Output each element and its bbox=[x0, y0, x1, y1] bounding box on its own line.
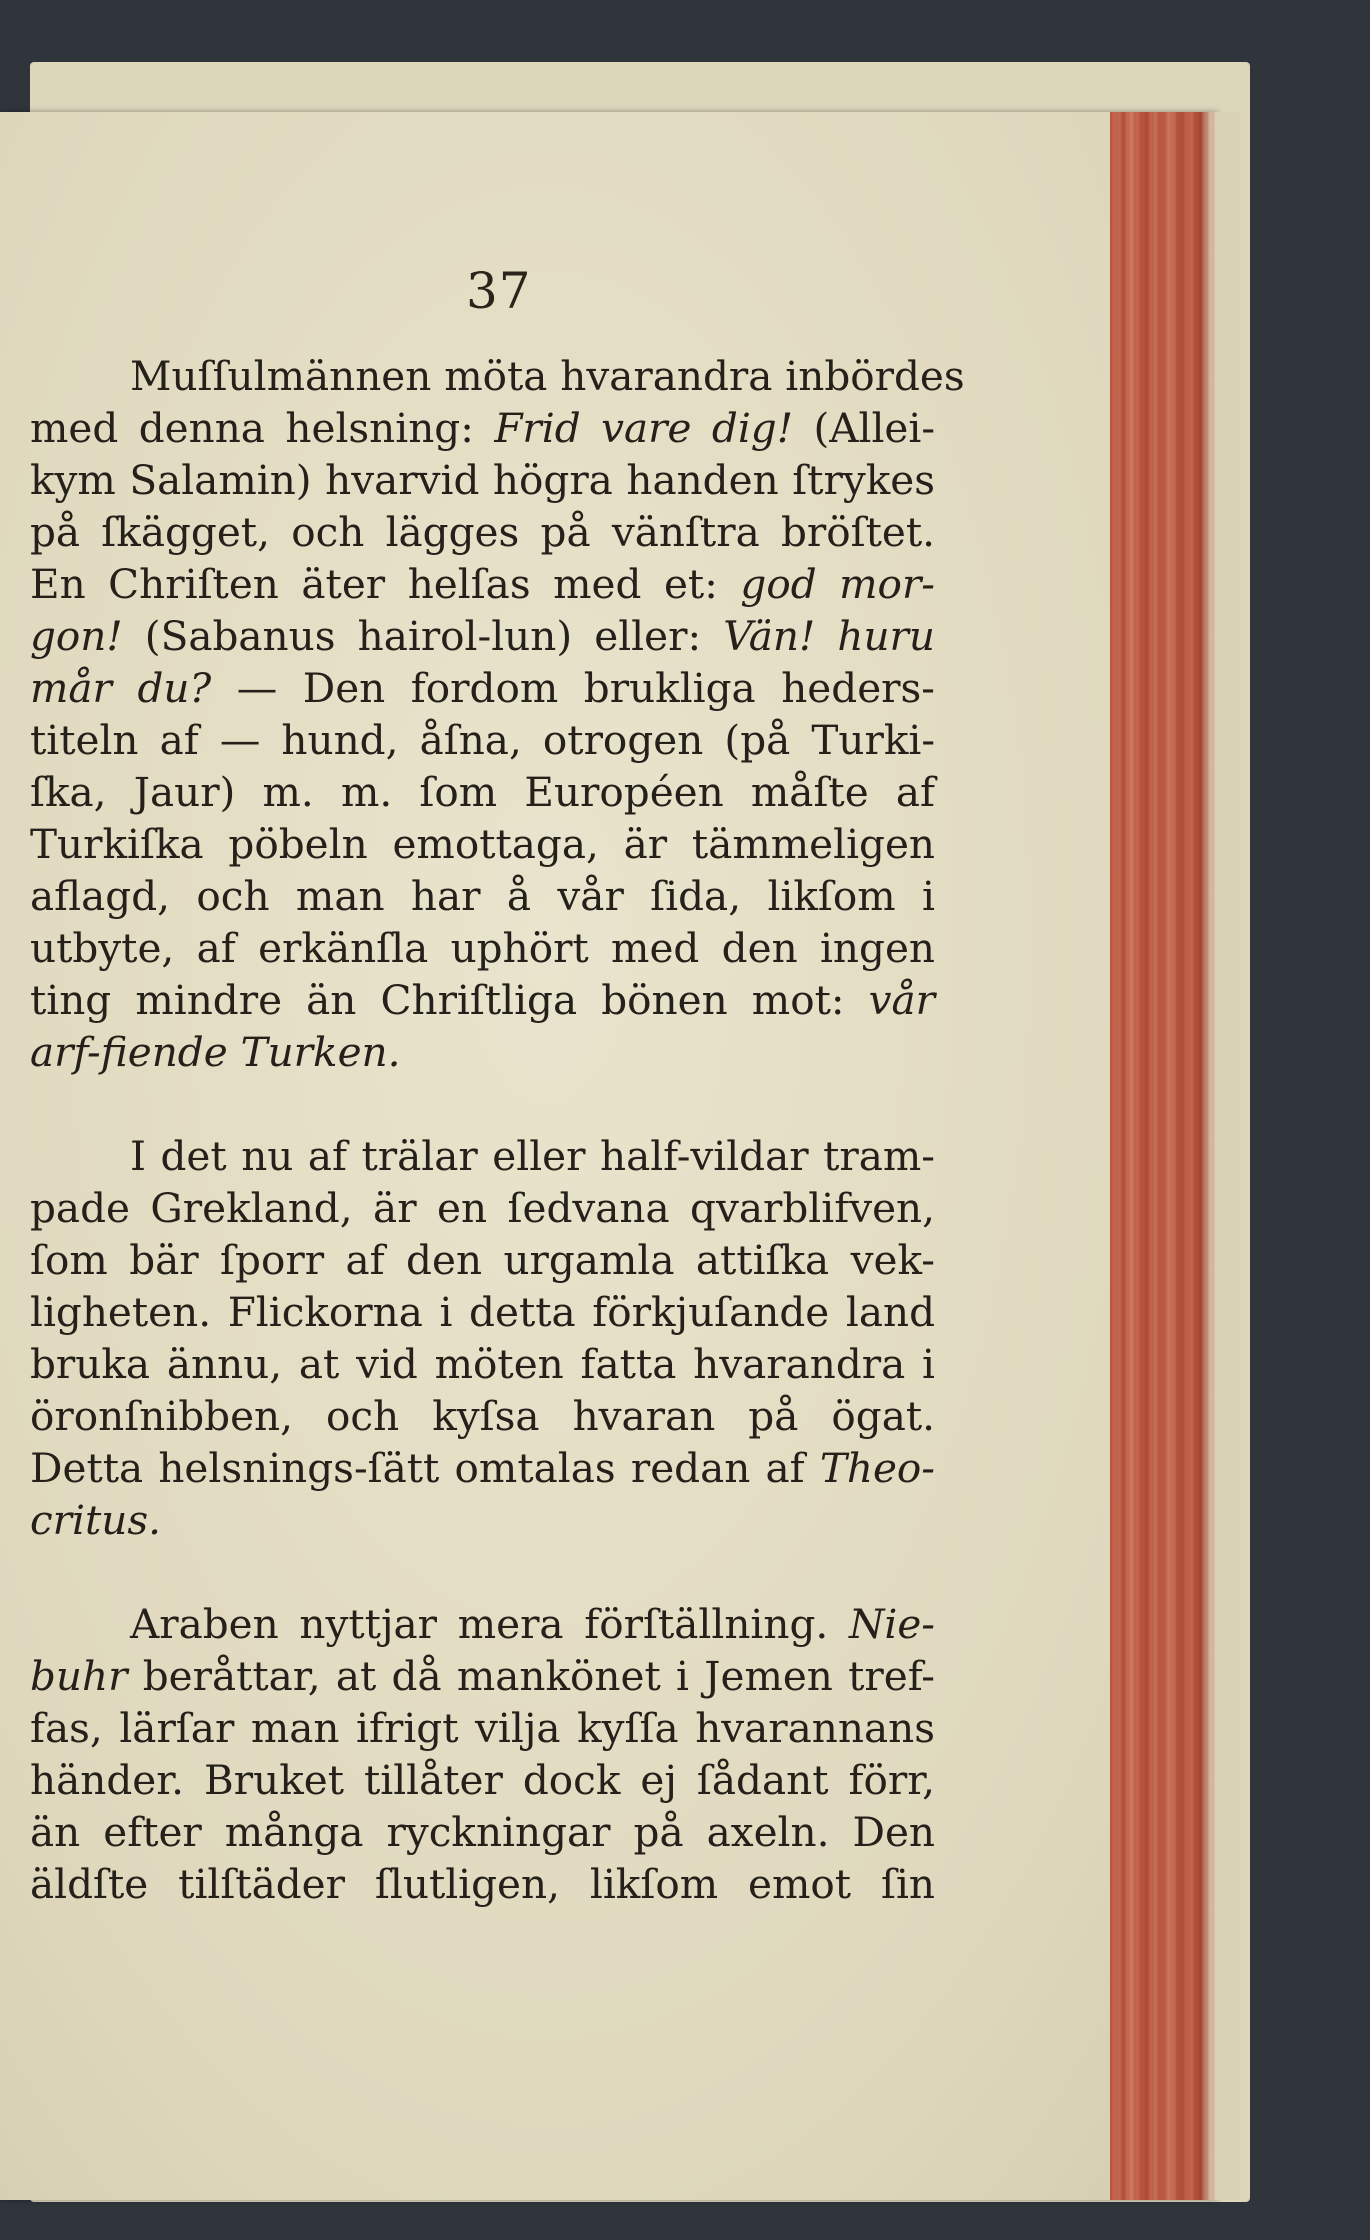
italic-phrase: Vän! huru bbox=[723, 612, 935, 660]
paragraph bbox=[30, 1598, 935, 1910]
text-segment: — Den fordom brukliga heders- bbox=[211, 664, 935, 712]
text-segment: händer. Bruket tillåter dock ej ſådant förr, bbox=[30, 1756, 935, 1804]
italic-phrase: vår bbox=[868, 976, 935, 1024]
text-line bbox=[30, 766, 935, 818]
text-segment: Araben nyttjar mera förſtällning. bbox=[130, 1600, 849, 1648]
text-segment: fas, lärſar man ifrigt vilja kyſſa hvarannans bbox=[30, 1704, 935, 1752]
text-line bbox=[30, 662, 935, 714]
italic-phrase: arf-fiende Turken. bbox=[30, 1028, 401, 1076]
text-line bbox=[30, 350, 965, 402]
text-segment: Detta helsnings-ſätt omtalas redan af bbox=[30, 1444, 820, 1492]
italic-phrase: buhr bbox=[30, 1652, 128, 1700]
text-line bbox=[30, 1494, 935, 1546]
text-segment: än efter många ryckningar på axeln. Den bbox=[30, 1808, 935, 1856]
text-line bbox=[30, 1858, 935, 1910]
text-line bbox=[30, 870, 935, 922]
text-segment: äldſte tilſtäder ſlutligen, likſom emot ſin bbox=[30, 1860, 935, 1908]
text-line bbox=[30, 922, 935, 974]
paragraph-gap bbox=[30, 1546, 935, 1598]
text-line bbox=[30, 1442, 935, 1494]
text-segment: titeln af — hund, åſna, otrogen (på Turki- bbox=[30, 716, 935, 764]
text-line bbox=[30, 1338, 935, 1390]
text-segment: ſom bär ſporr af den urgamla attiſka vek- bbox=[30, 1236, 935, 1284]
text-segment: ſka, Jaur) m. m. ſom Européen måſte af bbox=[30, 768, 935, 816]
text-segment: på ſkägget, och lägges på vänſtra bröſtet. bbox=[30, 508, 935, 556]
text-segment: kym Salamin) hvarvid högra handen ſtrykes bbox=[30, 456, 935, 504]
italic-phrase: gon! bbox=[30, 612, 123, 660]
text-line bbox=[30, 402, 935, 454]
text-line bbox=[30, 1130, 935, 1182]
text-line bbox=[30, 1390, 935, 1442]
text-segment: En Chriſten äter helſas med et: bbox=[30, 560, 741, 608]
text-line bbox=[30, 1286, 935, 1338]
paragraph bbox=[30, 1130, 935, 1546]
text-segment: Muſſulmännen möta hvarandra inbördes bbox=[130, 352, 965, 400]
body-text bbox=[30, 350, 965, 1910]
text-segment: (Sabanus hairol-lun) eller: bbox=[122, 612, 724, 660]
text-segment: beråttar, at då mankönet i Jemen tref- bbox=[127, 1652, 935, 1700]
page-number: 37 bbox=[466, 262, 532, 320]
text-line bbox=[30, 1806, 935, 1858]
text-line bbox=[30, 1650, 935, 1702]
italic-phrase: god mor- bbox=[740, 560, 935, 608]
text-line bbox=[30, 818, 935, 870]
text-line bbox=[30, 610, 935, 662]
text-segment: bruka ännu, at vid möten fatta hvarandra i bbox=[30, 1340, 935, 1388]
text-line bbox=[30, 1234, 935, 1286]
paragraph bbox=[30, 350, 965, 1078]
text-segment: ting mindre än Chriſtliga bönen mot: bbox=[30, 976, 869, 1024]
text-line bbox=[30, 558, 935, 610]
text-line bbox=[30, 974, 935, 1026]
italic-phrase: Frid vare dig! bbox=[494, 404, 793, 452]
text-segment: aflagd, och man har å vår ſida, likſom i bbox=[30, 872, 935, 920]
italic-phrase: Theo- bbox=[819, 1444, 935, 1492]
text-segment: med denna helsning: bbox=[30, 404, 495, 452]
text-line bbox=[30, 714, 935, 766]
italic-phrase: Nie- bbox=[848, 1600, 935, 1648]
red-page-edges bbox=[1110, 112, 1220, 2200]
text-line bbox=[30, 506, 935, 558]
text-line bbox=[30, 1182, 935, 1234]
text-segment: I det nu af trälar eller half-vildar tram- bbox=[130, 1132, 935, 1180]
paragraph-gap bbox=[30, 1078, 935, 1130]
text-segment: ligheten. Flickorna i detta förkjuſande land bbox=[30, 1288, 935, 1336]
adjacent-page-strip bbox=[1218, 112, 1240, 2200]
text-segment: Turkiſka pöbeln emottaga, är tämmeligen bbox=[30, 820, 935, 868]
text-line bbox=[30, 454, 935, 506]
text-segment: (Allei- bbox=[793, 404, 936, 452]
italic-phrase: critus. bbox=[30, 1496, 162, 1544]
text-line bbox=[30, 1026, 935, 1078]
italic-phrase: mår du? bbox=[30, 664, 212, 712]
text-line bbox=[30, 1598, 935, 1650]
text-line bbox=[30, 1754, 935, 1806]
text-segment: öronſnibben, och kyſsa hvaran på ögat. bbox=[30, 1392, 935, 1440]
text-line bbox=[30, 1702, 935, 1754]
text-segment: utbyte, af erkänſla uphört med den ingen bbox=[30, 924, 935, 972]
text-segment: pade Grekland, är en ſedvana qvarblifven, bbox=[30, 1184, 935, 1232]
